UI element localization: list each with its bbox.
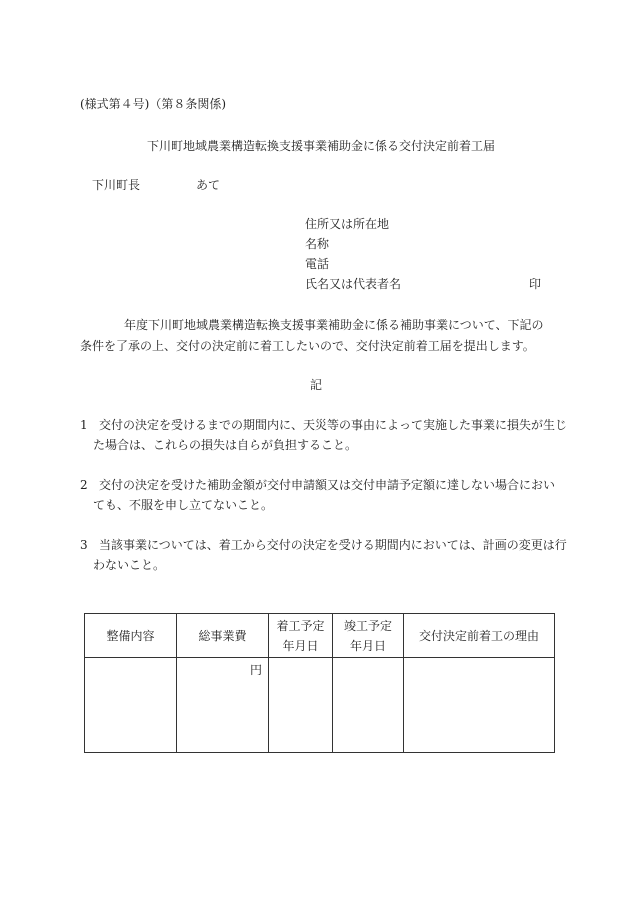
condition-number: 2: [80, 478, 88, 492]
condition-line-2: わないこと。: [93, 558, 166, 572]
addressee-name: 下川町長: [92, 178, 141, 192]
cell-content[interactable]: [85, 658, 177, 753]
address-label: 住所又は所在地: [305, 217, 390, 231]
condition-line-1: 交付の決定を受けた補助金額が交付申請額又は交付申請予定額に達しない場合におい: [99, 478, 556, 492]
table-row: [85, 658, 555, 753]
project-info-table: [84, 613, 555, 753]
representative-label: 氏名又は代表者名: [305, 277, 402, 291]
header-finish-date: [333, 614, 404, 658]
condition-number: 1: [80, 418, 88, 432]
cell-reason[interactable]: [404, 658, 555, 753]
header-start-line-2: 年月日: [282, 638, 319, 653]
header-reason: 交付決定前着工の理由: [404, 614, 555, 658]
header-finish-line-2: 年月日: [349, 638, 386, 653]
yen-unit: 円: [249, 663, 262, 677]
condition-line-1: 交付の決定を受けるまでの期間内に、天災等の事由によって実施した事業に損失が生じ: [99, 418, 568, 432]
addressee-honorific: あて: [196, 178, 221, 192]
header-content: 整備内容: [85, 614, 177, 658]
cell-finish-date[interactable]: [333, 658, 404, 753]
header-start-date: [269, 614, 333, 658]
form-number: (様式第４号)（第８条関係): [80, 97, 227, 111]
header-finish-line-1: 竣工予定: [343, 618, 392, 633]
table-header-row: [85, 614, 555, 658]
name-label: 名称: [305, 237, 330, 251]
condition-line-2: た場合は、これらの損失は自らが負担すること。: [93, 438, 358, 452]
seal-mark: 印: [529, 277, 542, 291]
condition-line-2: ても、不服を申し立てないこと。: [93, 498, 274, 512]
condition-line-1: 当該事業については、着工から交付の決定を受ける期間内においては、計画の変更は行: [99, 538, 567, 552]
condition-number: 3: [80, 538, 88, 552]
ki-heading: 記: [310, 378, 323, 392]
header-total-cost: 総事業費: [177, 614, 269, 658]
body-line-2: 条件を了承の上、交付の決定前に着工したいので、交付決定前着工届を提出します。: [80, 339, 535, 353]
body-line-1: 年度下川町地域農業構造転換支援事業補助金に係る補助事業について、下記の: [124, 318, 544, 332]
header-start-line-1: 着工予定: [276, 618, 325, 633]
document-title: 下川町地域農業構造転換支援事業補助金に係る交付決定前着工届: [147, 139, 496, 153]
cell-start-date[interactable]: [269, 658, 333, 753]
cell-total-cost[interactable]: [177, 658, 269, 753]
phone-label: 電話: [305, 257, 330, 271]
